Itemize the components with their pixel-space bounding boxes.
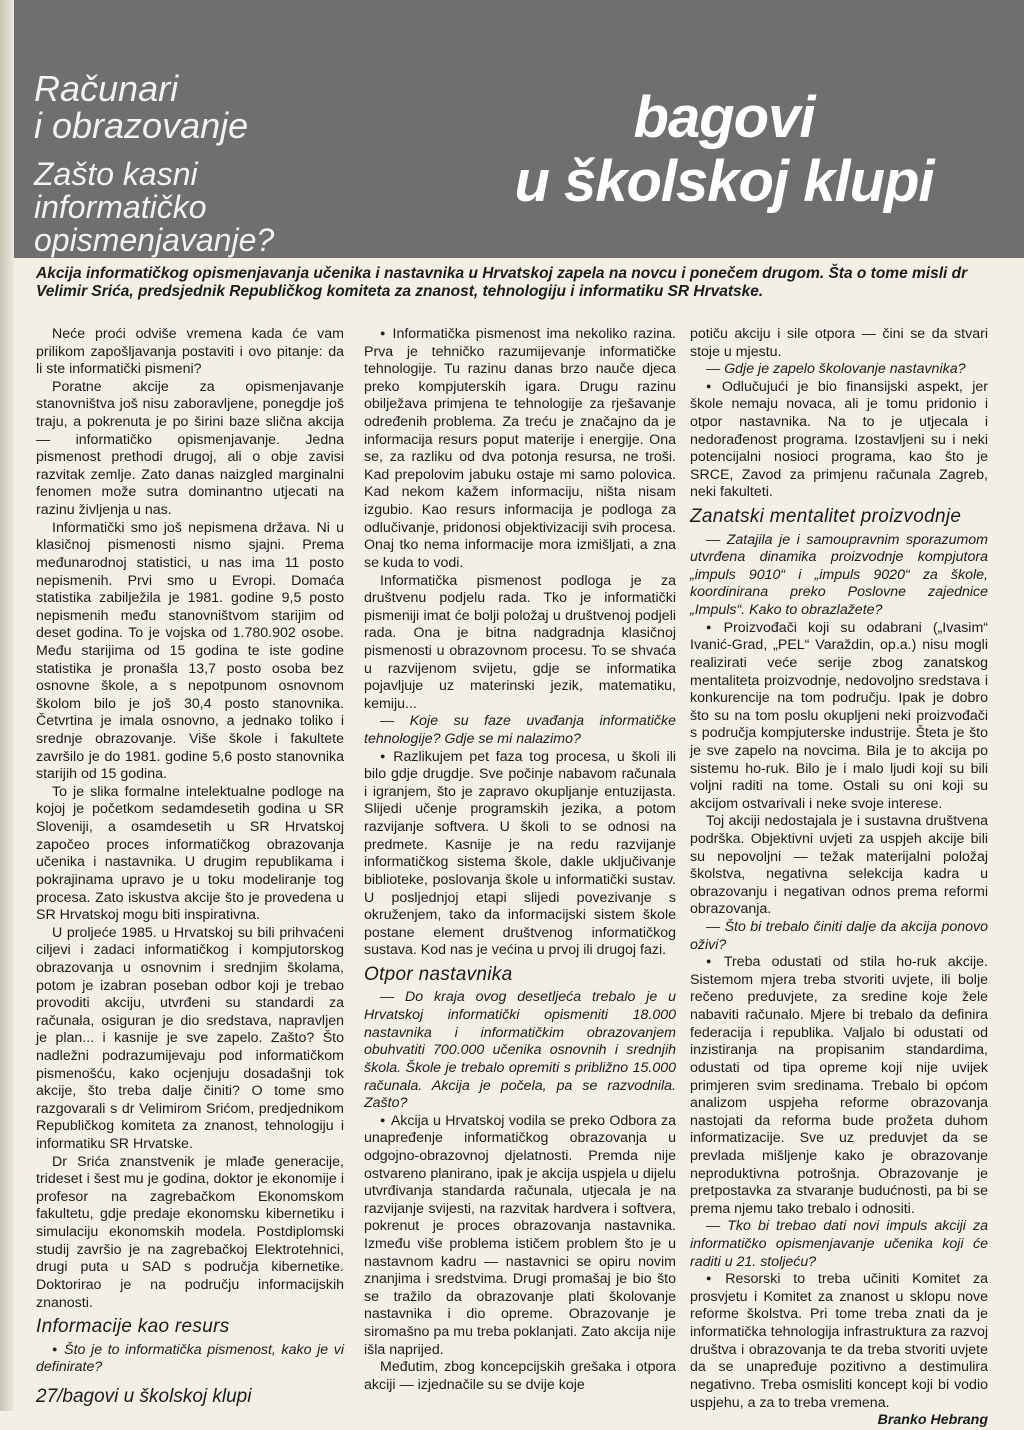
- page-edge: [0, 0, 14, 1411]
- answer-paragraph: [364, 326, 676, 573]
- paragraph: To je slika formalne intelektualne podloge na kojoj je početkom sedamdesetih godina u SR Sloveniji, a osamdesetih u SR Hrvatskoj započeo proces informatičkog obrazovanja učenika i nastavnika. U drugim republikama i pokrajinama upravo je u toku modeliranje tog procesa. Zato iskustva akcije što je provedena u SR Hrvatskoj mogu biti inspirativna.: [36, 783, 344, 924]
- paragraph: Informatički smo još nepismena država. Ni u klasičnoj pismenosti nismo sjajni. Prema međunarodnoj statistici, u nas ima 11 posto nepismenih. Prvi smo u Evropi. Domaća statistika zabilježila je 1981. godine 9,5 posto nepismenih među stanovništvom starijim od deset godina. To je vojska od 1.780.902 osobe. Među starijima od 15 godina te iste godine statistika je pronašla 13,7 posto osoba bez osnovne škole, a s nepotpunom osnovnom školom bilo je još 30,4 posto stanovnika. Četvrtina je imala osnovno, a jednako toliko i srednje obrazovanje. Više škole i fakultete završilo je do 1981. godine 5,6 posto stanovnika starijih od 15 godina.: [36, 519, 344, 783]
- answer-paragraph: [364, 749, 676, 960]
- bullet-icon: [380, 326, 393, 342]
- bullet-icon: [706, 379, 722, 395]
- paragraph: Toj akciji nedostajala je i sustavna društvena podrška. Objektivni uvjeti za uspjeh akcije bili su nepovoljni — težak materijalni položaj školstva, negativna selekcija kadra u obrazovanju i negativan odnos prema reformi obrazovanja.: [690, 813, 988, 918]
- answer-text: Razlikujem pet faza tog procesa, u školi ili bilo gdje drugdje. Sve počinje nabavom računala i igranjem, što je zapravo okupljanje entuzijasta. Slijedi učenje programskih jezika, a potom razvijanje softvera. U školi to se odnosi na predmete. Kasnije je na redu razvijanje informatičkog sistema škole, dakle uključivanje biblioteke, poslovanja škole u informatički sustav. U posljednjoj etapi slijedi povezivanje s okruženjem, tako da informacijski sistem škole postane element društvenog informatičkog sustava. Kod nas je većina u prvoj ili drugoj fazi.: [364, 748, 676, 959]
- series-line-1: Računari: [34, 68, 179, 109]
- paragraph: Poratne akcije za opismenjavanje stanovništva još nisu zaboravljene, ponegdje još traju, a pokrenuta je po širini baze slična akcija — informatičko opismenjavanje. Jedna pismenost prethodi drugoj, ali o obje zavisi razvitak zemlje. Zato danas naizgled marginalni fenomen može sutra dominantno utjecati na razinu življenja u nas.: [36, 378, 344, 519]
- interview-question: — Do kraja ovog desetljeća trebalo je u Hrvatskoj informatički opismeniti 18.000 nastavnika i informatičkim obrazovanjem obuhvatiti 700.000 učenika osnovnih i srednjih škola. Škole je trebalo opremiti s približno 15.000 računala. Akcija je počela, pa se razvodnila. Zašto?: [364, 989, 676, 1112]
- column-1: [36, 326, 344, 1408]
- bullet-icon: [706, 1271, 725, 1287]
- answer-text: Resorski to treba učiniti Komitet za prosvjetu i Komitet za znanost u sklopu nove reforme školstva. Pri tome treba znati da je informatička tehnologija infrastruktura za razvoj društva i obrazovanja te da treba stvoriti uvjete da se unapređuje pozitivno a destimulira negativno. Treba osmisliti koncept koji bi vodio uspjehu, a za to treba vremena.: [690, 1271, 988, 1411]
- column-2: [364, 326, 676, 1395]
- column-3: [690, 326, 988, 1430]
- bullet-icon: [706, 620, 724, 636]
- subheading: Informacije kao resurs: [36, 1316, 230, 1338]
- lead-paragraph: Akcija informatičkog opismenjavanja učenika i nastavnika u Hrvatskoj zapela na novcu i ponečem drugom. Šta o tome misli dr Velimir Srića, predsjednik Republičkog komiteta za znanost, tehnologiju i informatiku SR Hrvatske.: [36, 265, 968, 301]
- answer-paragraph: [690, 620, 988, 814]
- series-question: Zašto kasni informatičko opismenjavanje?: [34, 156, 275, 259]
- interview-question: — Tko bi trebao dati novi impuls akciji za informatičko opismenjavanje učenika koji će raditi u 21. stoljeću?: [690, 1218, 988, 1270]
- paragraph: Informatička pismenost podloga je za društvenu podjelu rada. Tko je informatički pismeniji imat će bolji položaj u društvenoj podjeli rada. Ona je bitna nadgradnja klasičnoj pismenosti u obrazovnom procesu. To se shvaća u razvijenom svijetu, gdje se informatika pojavljuje uz materinski jezik, matematiku, kemiju...: [364, 572, 676, 712]
- answer-paragraph: [690, 1271, 988, 1412]
- paragraph: Dr Srića znanstvenik je mlađe generacije, trideset i šest mu je godina, doktor je ekonomije i profesor na zagrebačkom Ekonomskom fakultetu, gdje predaje ekonomsku kibernetiku i simulaciju ekonomskih modela. Postdiplomski studij završio je na zagrebačkoj Elektrotehnici, drugi puta u SAD s područja kibernetike. Doktorirao je na području informacijskih znanosti.: [36, 1153, 344, 1311]
- headline: [444, 86, 1004, 214]
- subheading: Otpor nastavnika: [364, 963, 513, 985]
- author-signature: Branko Hebrang: [877, 1412, 988, 1429]
- interview-question: — Zatajila je i samoupravnim sporazumom utvrđena dinamika proizvodnje kompjutora „impuls 9010“ i „impuls 9020“ za škole, koordinirana preko Poslovne zajednice „Impuls“. Kako to obrazlažete?: [690, 531, 988, 619]
- answer-text: Odlučujući je bio finansijski aspekt, jer škole nemaju novaca, ali je tomu pridonio i otpor nastavnika. Na to je utjecala i nedorađenost programa. Izostavljeni su i neki potencijalni nosioci programa, kao što je SRCE, Zavod za primjenu računala Zagreb, neki fakulteti.: [690, 378, 988, 501]
- answer-text: Treba odustati od stila ho-ruk akcije. Sistemom mjera treba stvoriti uvjete, ili bolje rečeno preduvjete, za sredine koje žele nabaviti računalo. Mjere bi trebalo da definira federacija i republika. Valjalo bi odustati od inzistiranja na propisanim standardima, odustati od tipa opreme koji nije uvijek primjeren svim sredinama. Trebalo bi općom analizom uspjeha reforme obrazovanja nastojati da reforma bude prožeta duhom informatizacije. Sve uz preduvjet da se prevlada mišljenje kako je obrazovanje neproduktivna potrošnja. Obrazovanje je pretpostavka za stvaranje budućnosti, pa bi se prema njemu tako trebalo i odnositi.: [690, 954, 989, 1217]
- page-footer: 27/bagovi u školskoj klupi: [36, 1385, 252, 1407]
- interview-question: — Gdje je zapelo školovanje nastavnika?: [706, 361, 966, 378]
- bullet-icon: [380, 1113, 391, 1129]
- paragraph: U proljeće 1985. u Hrvatskoj su bili prihvaćeni ciljevi i zadaci informatičkog i kompjutorskog obrazovanja u osnovnim i srednjim školama, potom je izabran poseban odbor koji je trebao provoditi akciju, utvrđeni su standardi za računala, osiguran je dio sredstava, napravljen je plan... i kasnije je sve zapelo. Zašto? Što nadležni podrazumijevaju pod informatičkom pismenošću, kako ocjenjuju dosadašnji tok akcije, što treba dalje činiti? O tome smo razgovarali s dr Velimirom Srićom, predjednikom Republičkog komiteta za znanost, tehnologiju i informatiku SR Hrvatske.: [36, 924, 344, 1153]
- interview-question: — Koje su faze uvađanja informatičke tehnologije? Gdje se mi nalazimo?: [364, 713, 676, 748]
- series-line-2: i obrazovanje: [34, 105, 249, 147]
- question-text: Što je to informatička pismenost, kako je vi definirate?: [36, 1341, 344, 1376]
- paragraph: Neće proći odviše vremena kada će vam prilikom zapošljavanja postaviti i ovo pitanje: da li ste informatički pismeni?: [36, 326, 344, 378]
- answer-text: Informatička pismenost ima nekoliko razina. Prva je tehničko razumijevanje informatičke tehnologije. Tu razinu danas brzo nauče djeca preko kompjuterskih igara. Drugu razinu obilježava primjena te tehnologije za rješavanje određenih problema. Za treću je značajno da je informacija resurs poput materije i energije. Ona se, za razliku od dva potonja resursa, ne troši. Kad prepolovim jabuku ostaje mi samo polovica. Kad nekom kažem informaciju, ništa nisam izgubio. Kao resurs informacija je podloga za odlučivanje, pridonosi objektivizaciji svih procesa. Onaj tko nema informacije mora izmišljati, a zna se kuda to vodi.: [364, 326, 676, 571]
- bullet-icon: [706, 954, 724, 970]
- headline-line-1: bagovi: [633, 85, 815, 150]
- answer-paragraph: [690, 379, 988, 502]
- subheading: Zanatski mentalitet proizvodnje: [690, 506, 962, 528]
- paragraph: potiču akciju i sile otpora — čini se da stvari stoje u mjestu.: [690, 326, 988, 360]
- answer-text: Proizvođači koji su odabrani („Ivasim“ Ivanić-Grad, „PEL“ Varaždin, op.a.) nisu mogli realizirati veće serije zbog zanatskog mentaliteta proizvodnje, nedovoljno sredstava i konkurencije na tom području. Ipak je dobro što su na tom poslu okupljeni neki proizvođači s područja kompjuterske industrije. Šteta je što je sve zapelo na novcima. Bila je to akcija po sistemu ho-ruk. Bilo je i malo ljudi koji su bili voljni raditi na tome. Ostali su oni koji su akcijom ostvarivali i neke svoje interese.: [690, 619, 989, 812]
- header-banner: [14, 0, 1024, 258]
- interview-question: [36, 1342, 344, 1377]
- bullet-icon: [52, 1342, 64, 1358]
- answer-paragraph: [364, 1113, 676, 1360]
- answer-text: Akcija u Hrvatskoj vodila se preko Odbora za unapređenje informatičkog obrazovanja u odgojno-obrazovnoj djelatnosti. Premda nije ostvareno planirano, ipak je akcija uspjela u dijelu utvrđivanja standarda računala, utjecala je na razvijanje svijesti, na razvitak hardvera i softvera, pokrenut je proces obrazovanja nastavnika. Između više problema ističem problem što je u nastavnom kadru — nastavnici se opiru novim znanjima i sredstvima. Drugi promašaj je bio što se tražilo da obrazovanje plati školovanje nastavnika i dio opreme. Obrazovanje je siromašno pa mu treba poklanjati. Zato akcija nije išla naprijed.: [364, 1112, 676, 1358]
- interview-question: — Što bi trebalo činiti dalje da akcija ponovo oživi?: [690, 919, 988, 953]
- series-block: [34, 70, 294, 257]
- paragraph: Međutim, zbog koncepcijskih grešaka i otpora akciji — izjednačile su se dvije koje: [364, 1359, 676, 1393]
- bullet-icon: [380, 749, 393, 765]
- headline-line-2: u školskoj klupi: [514, 148, 934, 214]
- answer-paragraph: [690, 954, 988, 1218]
